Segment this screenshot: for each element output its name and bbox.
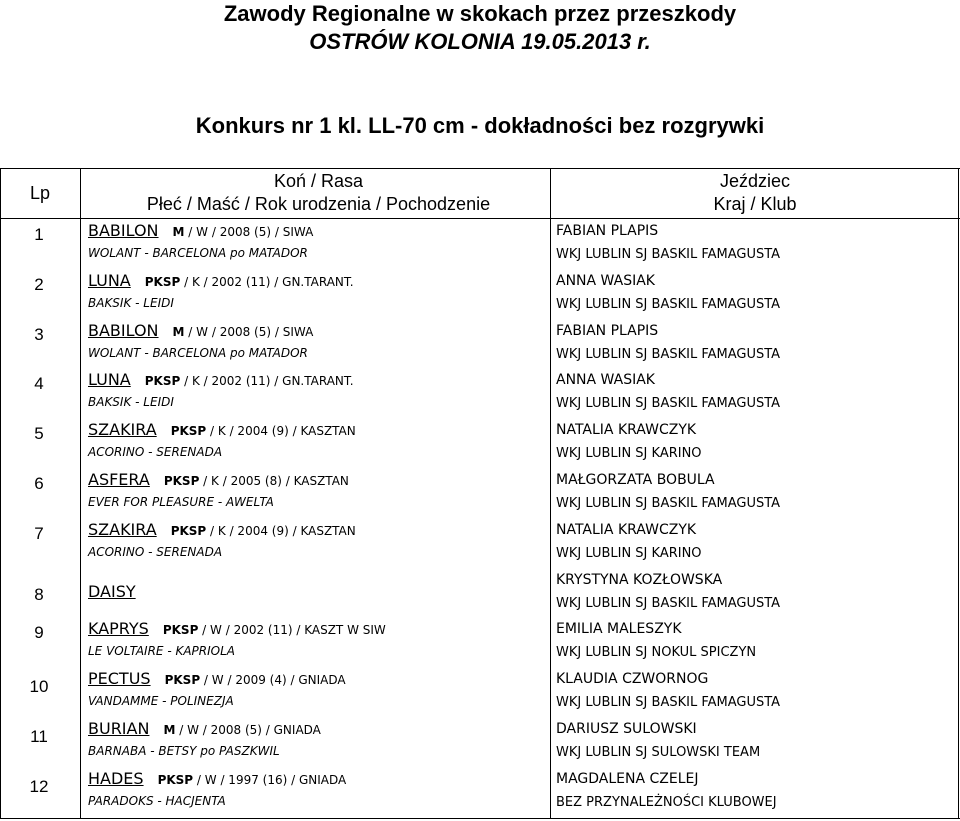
horse-breed: M bbox=[163, 723, 176, 737]
horse-name: BABILON bbox=[88, 221, 159, 240]
horse-line bbox=[88, 370, 354, 389]
table-row bbox=[0, 769, 960, 819]
horse-line bbox=[88, 582, 136, 601]
horse-sex-color-year: / K / 2004 (9) / KASZTAN bbox=[206, 424, 356, 439]
horse-sex-color-year: / W / 2009 (4) / GNIADA bbox=[200, 673, 346, 688]
horse-pedigree: WOLANT - BARCELONA po MATADOR bbox=[88, 246, 308, 260]
rider-club: WKJ LUBLIN SJ KARINO bbox=[556, 545, 702, 561]
rider-name: DARIUSZ SULOWSKI bbox=[556, 721, 697, 737]
table-row bbox=[0, 470, 960, 520]
rider-name: ANNA WASIAK bbox=[556, 372, 655, 389]
event-location-date: OSTRÓW KOLONIA 19.05.2013 r. bbox=[309, 29, 651, 54]
horse-details bbox=[164, 474, 349, 488]
horse-details bbox=[173, 225, 314, 239]
rider-name: NATALIA KRAWCZYK bbox=[556, 422, 697, 439]
rider-club: BEZ PRZYNALEŻNOŚCI KLUBOWEJ bbox=[556, 794, 777, 810]
horse-line bbox=[88, 719, 321, 738]
horse-name: SZAKIRA bbox=[88, 519, 157, 539]
horse-name: ASFERA bbox=[88, 470, 150, 489]
horse-sex-color-year: / K / 2002 (11) / GN.TARANT. bbox=[180, 274, 354, 289]
horse-sex-color-year: / W / 2008 (5) / SIWA bbox=[184, 324, 314, 339]
horse-pedigree: BAKSIK - LEIDI bbox=[88, 295, 174, 310]
horse-details bbox=[145, 374, 354, 388]
horse-breed: M bbox=[172, 225, 185, 239]
rider-club: WKJ LUBLIN SJ KARINO bbox=[556, 446, 702, 462]
entry-number: 11 bbox=[30, 727, 48, 746]
horse-line bbox=[88, 619, 386, 638]
horse-details bbox=[163, 723, 320, 737]
horse-line bbox=[88, 221, 313, 240]
rider-name: MAŁGORZATA BOBULA bbox=[556, 472, 715, 488]
horse-line bbox=[88, 520, 356, 539]
rider-name: MAGDALENA CZELEJ bbox=[556, 770, 699, 787]
horse-pedigree: VANDAMME - POLINEZJA bbox=[88, 694, 234, 709]
table-row bbox=[0, 520, 960, 570]
horse-name: BABILON bbox=[88, 320, 159, 340]
horse-pedigree: ACORINO - SERENADA bbox=[88, 544, 223, 559]
horse-sex-color-year: / W / 2008 (5) / SIWA bbox=[184, 225, 314, 239]
rider-club: WKJ LUBLIN SJ BASKIL FAMAGUSTA bbox=[556, 496, 781, 511]
horse-breed: PKSP bbox=[164, 673, 201, 688]
horse-name: LUNA bbox=[88, 370, 131, 390]
table-row bbox=[0, 570, 960, 620]
rider-club: WKJ LUBLIN SJ BASKIL FAMAGUSTA bbox=[556, 346, 781, 362]
rider-name: KRYSTYNA KOZŁOWSKA bbox=[556, 571, 723, 588]
table-row bbox=[0, 321, 960, 371]
horse-pedigree: EVER FOR PLEASURE - AWELTA bbox=[88, 495, 274, 509]
horse-line bbox=[88, 321, 313, 340]
horse-breed: PKSP bbox=[170, 424, 207, 439]
horse-breed: PKSP bbox=[157, 772, 194, 787]
horse-sex-color-year: / W / 2002 (11) / KASZT W SIW bbox=[198, 623, 386, 638]
entry-number: 7 bbox=[34, 523, 44, 543]
rider-club: WKJ LUBLIN SJ BASKIL FAMAGUSTA bbox=[556, 247, 781, 262]
horse-details bbox=[158, 773, 347, 787]
horse-name: PECTUS bbox=[88, 669, 151, 689]
horse-details bbox=[165, 673, 346, 687]
horse-name: HADES bbox=[88, 768, 144, 788]
horse-pedigree: BARNABA - BETSY po PASZKWIL bbox=[88, 744, 280, 758]
rider-name: ANNA WASIAK bbox=[556, 272, 655, 289]
horse-breed: PKSP bbox=[144, 374, 181, 389]
horse-pedigree: BAKSIK - LEIDI bbox=[88, 395, 174, 410]
rider-name: EMILIA MALESZYK bbox=[556, 621, 682, 638]
entry-number: 9 bbox=[34, 623, 44, 643]
horse-details bbox=[173, 325, 314, 339]
table-row bbox=[0, 370, 960, 420]
horse-sex-color-year: / K / 2002 (11) / GN.TARANT. bbox=[180, 374, 354, 389]
rider-name: FABIAN PLAPIS bbox=[556, 223, 659, 239]
horse-breed: PKSP bbox=[170, 523, 207, 538]
horse-pedigree: LE VOLTAIRE - KAPRIOLA bbox=[88, 644, 235, 659]
table-row bbox=[0, 669, 960, 719]
horse-name: BURIAN bbox=[88, 719, 150, 738]
rider-name: KLAUDIA CZWORNOG bbox=[556, 671, 709, 688]
horse-name: SZAKIRA bbox=[88, 420, 157, 440]
entry-number: 2 bbox=[34, 274, 44, 294]
entry-number: 6 bbox=[34, 474, 44, 493]
entry-number: 1 bbox=[34, 225, 44, 244]
entry-number: 8 bbox=[34, 584, 44, 604]
document-title: Zawody Regionalne w skokach przez przeszkody bbox=[223, 1, 737, 26]
horse-line bbox=[88, 420, 356, 439]
horse-sex-color-year: / K / 2004 (9) / KASZTAN bbox=[206, 523, 356, 538]
entry-number: 5 bbox=[34, 424, 44, 444]
horse-breed: PKSP bbox=[162, 623, 199, 638]
entry-number: 10 bbox=[29, 677, 49, 697]
horse-sex-color-year: / W / 1997 (16) / GNIADA bbox=[193, 772, 347, 787]
rider-club: WKJ LUBLIN SJ SULOWSKI TEAM bbox=[556, 745, 761, 760]
horse-pedigree: PARADOKS - HACJENTA bbox=[88, 793, 226, 808]
table-row bbox=[0, 619, 960, 669]
horse-name: DAISY bbox=[88, 581, 136, 601]
horse-sex-color-year: / K / 2005 (8) / KASZTAN bbox=[199, 474, 349, 488]
horse-name: LUNA bbox=[88, 270, 131, 290]
entry-number: 4 bbox=[34, 374, 44, 394]
horse-breed: PKSP bbox=[163, 474, 200, 488]
header-horse-subtitle: Płeć / Maść / Rok urodzenia / Pochodzenie bbox=[146, 194, 491, 214]
horse-details bbox=[163, 623, 386, 637]
header-rider-title: Jeździec bbox=[719, 171, 791, 191]
horse-sex-color-year: / W / 2008 (5) / GNIADA bbox=[175, 723, 321, 737]
rider-name: NATALIA KRAWCZYK bbox=[556, 521, 697, 538]
horse-pedigree: WOLANT - BARCELONA po MATADOR bbox=[88, 345, 308, 360]
rider-club: WKJ LUBLIN SJ BASKIL FAMAGUSTA bbox=[556, 296, 781, 312]
competition-title: Konkurs nr 1 kl. LL-70 cm - dokładności bez rozgrywki bbox=[195, 113, 765, 138]
rider-club: WKJ LUBLIN SJ BASKIL FAMAGUSTA bbox=[556, 695, 781, 711]
horse-details bbox=[171, 524, 356, 538]
horse-line bbox=[88, 669, 346, 688]
header-lp: Lp bbox=[30, 183, 51, 203]
horse-details bbox=[171, 424, 356, 438]
rider-club: WKJ LUBLIN SJ NOKUL SPICZYN bbox=[556, 645, 757, 661]
header-bottom-border bbox=[0, 218, 960, 219]
table-row bbox=[0, 221, 960, 271]
horse-line bbox=[88, 769, 346, 788]
horse-details bbox=[145, 275, 354, 289]
entry-number: 12 bbox=[29, 776, 49, 796]
rider-club: WKJ LUBLIN SJ BASKIL FAMAGUSTA bbox=[556, 595, 781, 611]
horse-breed: M bbox=[172, 324, 185, 339]
horse-line bbox=[88, 271, 354, 290]
rider-name: FABIAN PLAPIS bbox=[556, 322, 659, 339]
horse-breed: PKSP bbox=[144, 274, 181, 289]
horse-line bbox=[88, 470, 349, 489]
table-row bbox=[0, 420, 960, 470]
table-row bbox=[0, 271, 960, 321]
table-top-border bbox=[0, 168, 960, 169]
horse-pedigree: ACORINO - SERENADA bbox=[88, 445, 223, 460]
horse-name: KAPRYS bbox=[88, 619, 149, 639]
table-row bbox=[0, 719, 960, 769]
rider-club: WKJ LUBLIN SJ BASKIL FAMAGUSTA bbox=[556, 396, 781, 412]
entry-number: 3 bbox=[34, 324, 44, 344]
header-horse-title: Koń / Rasa bbox=[273, 171, 364, 191]
header-rider-subtitle: Kraj / Klub bbox=[713, 194, 797, 214]
